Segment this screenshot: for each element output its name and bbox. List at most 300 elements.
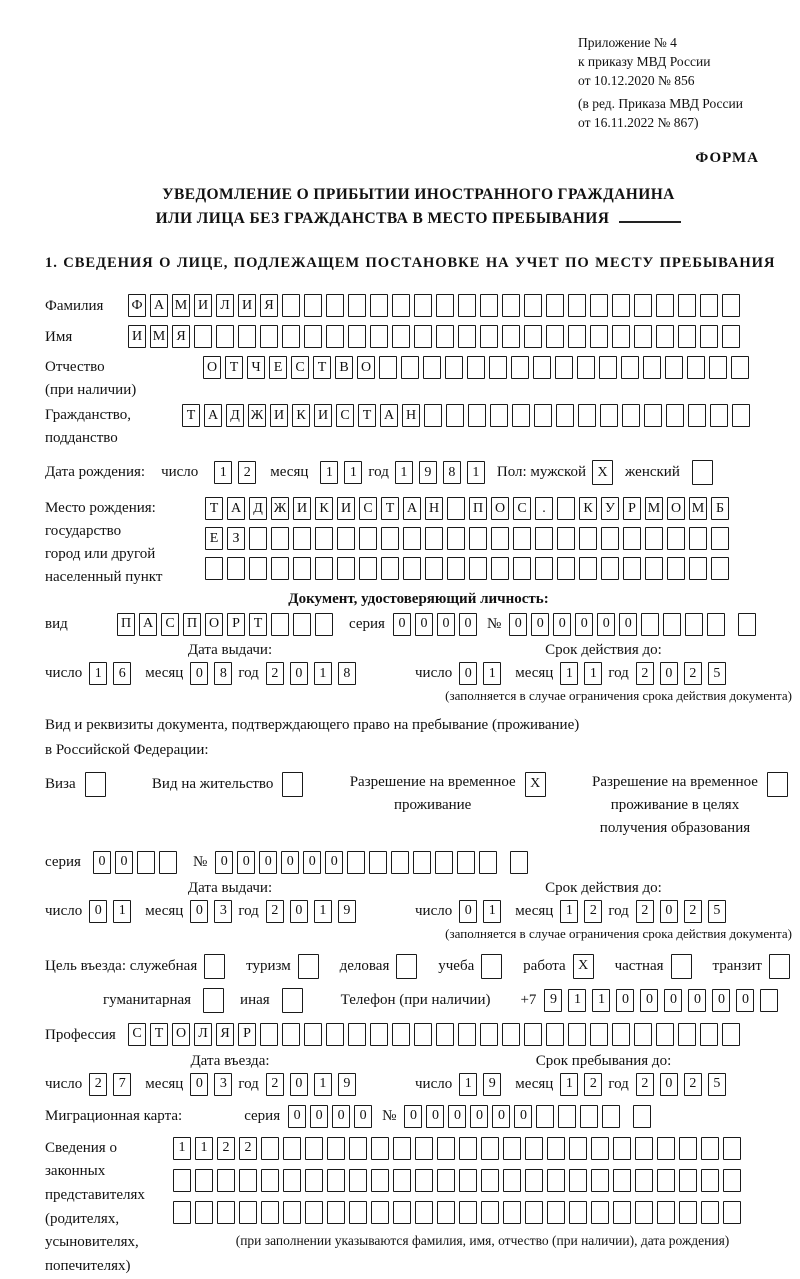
char-box[interactable] [173,1201,191,1224]
char-box[interactable] [371,1201,389,1224]
char-box[interactable]: С [359,497,377,520]
char-box[interactable]: Р [227,613,245,636]
char-box[interactable]: 0 [310,1105,328,1128]
char-box[interactable]: 0 [619,613,637,636]
char-box[interactable] [612,294,630,317]
char-box[interactable]: 1 [173,1137,191,1160]
char-box[interactable] [633,1105,651,1128]
purpose-transit-checkbox[interactable] [769,954,790,979]
char-box[interactable] [547,1137,565,1160]
char-box[interactable] [327,1137,345,1160]
char-box[interactable] [700,294,718,317]
char-box[interactable] [424,404,442,427]
char-box[interactable] [641,613,659,636]
char-box[interactable]: А [139,613,157,636]
char-box[interactable]: Ж [271,497,289,520]
char-box[interactable] [612,325,630,348]
char-box[interactable] [701,1169,719,1192]
char-box[interactable] [370,294,388,317]
char-box[interactable]: 0 [415,613,433,636]
char-box[interactable]: И [270,404,288,427]
char-box[interactable] [304,1023,322,1046]
char-box[interactable]: 6 [113,662,131,685]
char-box[interactable] [423,356,441,379]
char-box[interactable] [503,1137,521,1160]
char-box[interactable]: 0 [354,1105,372,1128]
char-box[interactable]: 0 [712,989,730,1012]
char-box[interactable] [371,1169,389,1192]
char-box[interactable] [359,557,377,580]
visa-checkbox[interactable] [85,772,106,797]
char-box[interactable]: 1 [344,461,362,484]
char-box[interactable] [491,527,509,550]
char-box[interactable] [535,527,553,550]
char-box[interactable]: 1 [568,989,586,1012]
char-box[interactable]: М [645,497,663,520]
char-box[interactable] [613,1137,631,1160]
char-box[interactable] [414,325,432,348]
char-box[interactable] [271,613,289,636]
char-box[interactable] [731,356,749,379]
char-box[interactable]: 1 [89,662,107,685]
char-box[interactable] [249,527,267,550]
given-name-boxes[interactable] [128,325,744,348]
resid-number-boxes[interactable] [215,851,532,874]
char-box[interactable] [738,613,756,636]
char-box[interactable] [381,557,399,580]
char-box[interactable]: Ч [247,356,265,379]
char-box[interactable] [447,497,465,520]
char-box[interactable]: 1 [314,1073,332,1096]
char-box[interactable] [459,1201,477,1224]
char-box[interactable] [710,404,728,427]
char-box[interactable]: 0 [553,613,571,636]
char-box[interactable] [227,557,245,580]
char-box[interactable]: К [315,497,333,520]
char-box[interactable]: 0 [288,1105,306,1128]
temp-residence-checkbox[interactable]: X [525,772,546,797]
char-box[interactable]: В [335,356,353,379]
char-box[interactable] [349,1201,367,1224]
resid-issue-day-boxes[interactable] [89,900,137,923]
char-box[interactable]: 1 [320,461,338,484]
char-box[interactable] [415,1137,433,1160]
char-box[interactable] [665,356,683,379]
char-box[interactable] [489,356,507,379]
char-box[interactable] [457,851,475,874]
char-box[interactable]: 3 [214,900,232,923]
char-box[interactable] [414,294,432,317]
char-box[interactable] [524,1023,542,1046]
char-box[interactable] [689,527,707,550]
char-box[interactable]: Я [216,1023,234,1046]
char-box[interactable] [723,1201,741,1224]
char-box[interactable] [557,557,575,580]
char-box[interactable] [525,1137,543,1160]
char-box[interactable] [481,1201,499,1224]
char-box[interactable]: 0 [190,662,208,685]
char-box[interactable] [217,1169,235,1192]
char-box[interactable] [283,1201,301,1224]
char-box[interactable] [249,557,267,580]
resid-valid-day-boxes[interactable] [459,900,507,923]
sex-female-checkbox[interactable] [692,460,713,485]
doc-kind-boxes[interactable] [117,613,337,636]
char-box[interactable]: И [238,294,256,317]
char-box[interactable] [623,557,641,580]
char-box[interactable]: 5 [708,900,726,923]
resid-valid-month-boxes[interactable] [560,900,608,923]
char-box[interactable] [491,557,509,580]
char-box[interactable] [656,325,674,348]
char-box[interactable]: 0 [660,1073,678,1096]
char-box[interactable]: 8 [338,662,356,685]
char-box[interactable] [348,1023,366,1046]
char-box[interactable] [634,294,652,317]
char-box[interactable] [547,1169,565,1192]
char-box[interactable]: 0 [426,1105,444,1128]
char-box[interactable] [261,1169,279,1192]
char-box[interactable]: 0 [459,662,477,685]
char-box[interactable]: 2 [684,1073,702,1096]
char-box[interactable] [612,1023,630,1046]
char-box[interactable] [337,527,355,550]
char-box[interactable] [137,851,155,874]
purpose-private-checkbox[interactable] [671,954,692,979]
char-box[interactable]: 2 [239,1137,257,1160]
char-box[interactable] [723,1169,741,1192]
char-box[interactable] [480,294,498,317]
char-box[interactable] [479,851,497,874]
char-box[interactable] [437,1201,455,1224]
char-box[interactable] [403,557,421,580]
doc-number-boxes[interactable] [509,613,760,636]
char-box[interactable] [722,1023,740,1046]
resid-valid-year-boxes[interactable] [636,900,732,923]
char-box[interactable] [635,1137,653,1160]
char-box[interactable] [685,613,703,636]
char-box[interactable] [580,1105,598,1128]
char-box[interactable] [700,1023,718,1046]
char-box[interactable]: 0 [190,900,208,923]
char-box[interactable]: 1 [214,461,232,484]
char-box[interactable] [634,1023,652,1046]
char-box[interactable] [326,1023,344,1046]
char-box[interactable] [678,294,696,317]
doc-series-boxes[interactable] [393,613,481,636]
char-box[interactable] [568,325,586,348]
char-box[interactable] [645,557,663,580]
resid-issue-month-boxes[interactable] [190,900,238,923]
char-box[interactable] [392,294,410,317]
char-box[interactable] [578,404,596,427]
char-box[interactable]: 0 [115,851,133,874]
char-box[interactable] [349,1169,367,1192]
char-box[interactable] [401,356,419,379]
char-box[interactable]: 0 [492,1105,510,1128]
char-box[interactable]: Я [260,294,278,317]
char-box[interactable] [305,1201,323,1224]
char-box[interactable] [315,557,333,580]
char-box[interactable] [480,1023,498,1046]
char-box[interactable] [326,325,344,348]
char-box[interactable] [195,1169,213,1192]
char-box[interactable] [369,851,387,874]
char-box[interactable]: 0 [514,1105,532,1128]
char-box[interactable] [327,1201,345,1224]
char-box[interactable] [415,1169,433,1192]
purpose-humanitarian-checkbox[interactable] [203,988,224,1013]
char-box[interactable]: 0 [575,613,593,636]
char-box[interactable] [678,1023,696,1046]
surname-boxes[interactable] [128,294,744,317]
char-box[interactable]: С [128,1023,146,1046]
char-box[interactable] [459,1137,477,1160]
char-box[interactable]: 9 [419,461,437,484]
char-box[interactable] [525,1169,543,1192]
char-box[interactable]: 0 [393,613,411,636]
char-box[interactable]: Т [205,497,223,520]
char-box[interactable]: О [203,356,221,379]
char-box[interactable] [271,557,289,580]
char-box[interactable] [577,356,595,379]
purpose-business-checkbox[interactable] [396,954,417,979]
char-box[interactable] [347,851,365,874]
char-box[interactable] [425,557,443,580]
char-box[interactable]: 0 [660,900,678,923]
sex-male-checkbox[interactable]: X [592,460,613,485]
char-box[interactable]: И [194,294,212,317]
char-box[interactable]: 0 [664,989,682,1012]
char-box[interactable]: 9 [338,1073,356,1096]
char-box[interactable] [393,1137,411,1160]
char-box[interactable]: А [380,404,398,427]
char-box[interactable] [722,294,740,317]
char-box[interactable] [239,1169,257,1192]
char-box[interactable]: Я [172,325,190,348]
char-box[interactable]: 0 [93,851,111,874]
char-box[interactable]: 0 [597,613,615,636]
char-box[interactable]: О [172,1023,190,1046]
char-box[interactable] [458,325,476,348]
char-box[interactable]: 5 [708,662,726,685]
char-box[interactable] [283,1137,301,1160]
char-box[interactable] [392,1023,410,1046]
char-box[interactable] [337,557,355,580]
char-box[interactable]: Д [226,404,244,427]
char-box[interactable] [271,527,289,550]
char-box[interactable] [701,1201,719,1224]
char-box[interactable] [381,527,399,550]
char-box[interactable]: 1 [483,900,501,923]
char-box[interactable]: 1 [560,1073,578,1096]
char-box[interactable] [760,989,778,1012]
char-box[interactable]: 1 [195,1137,213,1160]
char-box[interactable] [679,1169,697,1192]
char-box[interactable] [469,557,487,580]
char-box[interactable] [711,527,729,550]
char-box[interactable] [371,1137,389,1160]
char-box[interactable]: 0 [303,851,321,874]
char-box[interactable] [634,325,652,348]
char-box[interactable]: Л [194,1023,212,1046]
patronymic-boxes[interactable] [203,356,753,379]
mig-series-boxes[interactable] [288,1105,376,1128]
doc-valid-year-boxes[interactable] [636,662,732,685]
resid-series-boxes[interactable] [93,851,181,874]
entry-month-boxes[interactable] [190,1073,238,1096]
representatives-row-2[interactable] [173,1169,792,1192]
char-box[interactable] [379,356,397,379]
char-box[interactable] [315,613,333,636]
char-box[interactable] [591,1169,609,1192]
entry-year-boxes[interactable] [266,1073,362,1096]
char-box[interactable] [643,356,661,379]
stay-day-boxes[interactable] [459,1073,507,1096]
char-box[interactable]: 7 [113,1073,131,1096]
char-box[interactable] [283,1169,301,1192]
char-box[interactable] [393,1201,411,1224]
char-box[interactable]: 1 [314,662,332,685]
char-box[interactable]: О [491,497,509,520]
phone-boxes[interactable] [544,989,784,1012]
char-box[interactable]: 1 [459,1073,477,1096]
birth-place-row-3[interactable] [205,557,733,580]
char-box[interactable] [458,294,476,317]
char-box[interactable] [591,1201,609,1224]
char-box[interactable] [435,851,453,874]
char-box[interactable] [667,527,685,550]
char-box[interactable]: 0 [459,900,477,923]
doc-issue-day-boxes[interactable] [89,662,137,685]
char-box[interactable] [480,325,498,348]
char-box[interactable] [510,851,528,874]
char-box[interactable] [512,404,530,427]
char-box[interactable] [579,557,597,580]
char-box[interactable]: 2 [266,1073,284,1096]
char-box[interactable] [403,527,421,550]
char-box[interactable] [195,1201,213,1224]
char-box[interactable]: Т [313,356,331,379]
birth-year-boxes[interactable] [395,461,491,484]
char-box[interactable] [503,1169,521,1192]
char-box[interactable]: 0 [736,989,754,1012]
char-box[interactable] [678,325,696,348]
char-box[interactable]: А [204,404,222,427]
entry-day-boxes[interactable] [89,1073,137,1096]
char-box[interactable]: Т [225,356,243,379]
char-box[interactable] [546,1023,564,1046]
char-box[interactable] [370,1023,388,1046]
char-box[interactable] [436,1023,454,1046]
char-box[interactable] [657,1201,675,1224]
doc-issue-year-boxes[interactable] [266,662,362,685]
char-box[interactable]: 0 [237,851,255,874]
char-box[interactable] [293,527,311,550]
char-box[interactable] [657,1169,675,1192]
char-box[interactable] [534,404,552,427]
char-box[interactable] [623,527,641,550]
char-box[interactable]: Т [182,404,200,427]
char-box[interactable] [391,851,409,874]
char-box[interactable] [600,404,618,427]
char-box[interactable]: Ф [128,294,146,317]
char-box[interactable]: 0 [448,1105,466,1128]
char-box[interactable] [568,1023,586,1046]
char-box[interactable]: 0 [688,989,706,1012]
citizenship-boxes[interactable] [182,404,754,427]
char-box[interactable] [447,557,465,580]
char-box[interactable] [260,325,278,348]
char-box[interactable] [490,404,508,427]
char-box[interactable] [635,1201,653,1224]
char-box[interactable]: О [205,613,223,636]
char-box[interactable] [622,404,640,427]
birth-place-row-2[interactable] [205,527,733,550]
char-box[interactable]: 2 [238,461,256,484]
char-box[interactable] [657,1137,675,1160]
char-box[interactable] [700,325,718,348]
char-box[interactable] [261,1201,279,1224]
char-box[interactable]: И [314,404,332,427]
char-box[interactable] [349,1137,367,1160]
char-box[interactable] [555,356,573,379]
birth-day-boxes[interactable] [214,461,262,484]
char-box[interactable]: Б [711,497,729,520]
char-box[interactable]: И [337,497,355,520]
char-box[interactable]: 1 [483,662,501,685]
char-box[interactable]: . [535,497,553,520]
char-box[interactable]: О [667,497,685,520]
char-box[interactable]: 2 [636,900,654,923]
char-box[interactable] [469,527,487,550]
char-box[interactable]: Ж [248,404,266,427]
stay-year-boxes[interactable] [636,1073,732,1096]
char-box[interactable] [326,294,344,317]
char-box[interactable] [601,527,619,550]
char-box[interactable] [467,356,485,379]
char-box[interactable] [502,294,520,317]
char-box[interactable] [663,613,681,636]
char-box[interactable]: 1 [467,461,485,484]
char-box[interactable] [315,527,333,550]
char-box[interactable] [173,1169,191,1192]
char-box[interactable] [293,613,311,636]
char-box[interactable]: 2 [584,900,602,923]
char-box[interactable] [502,1023,520,1046]
char-box[interactable]: 0 [459,613,477,636]
char-box[interactable] [709,356,727,379]
char-box[interactable] [282,325,300,348]
char-box[interactable]: 2 [266,662,284,685]
stay-month-boxes[interactable] [560,1073,608,1096]
char-box[interactable] [687,356,705,379]
char-box[interactable] [282,294,300,317]
char-box[interactable] [415,1201,433,1224]
char-box[interactable] [458,1023,476,1046]
char-box[interactable] [701,1137,719,1160]
char-box[interactable]: 1 [560,900,578,923]
purpose-official-checkbox[interactable] [204,954,225,979]
char-box[interactable] [348,325,366,348]
char-box[interactable] [459,1169,477,1192]
char-box[interactable] [425,527,443,550]
char-box[interactable] [238,325,256,348]
char-box[interactable]: 9 [483,1073,501,1096]
char-box[interactable]: 0 [640,989,658,1012]
char-box[interactable]: 2 [636,662,654,685]
purpose-tourism-checkbox[interactable] [298,954,319,979]
